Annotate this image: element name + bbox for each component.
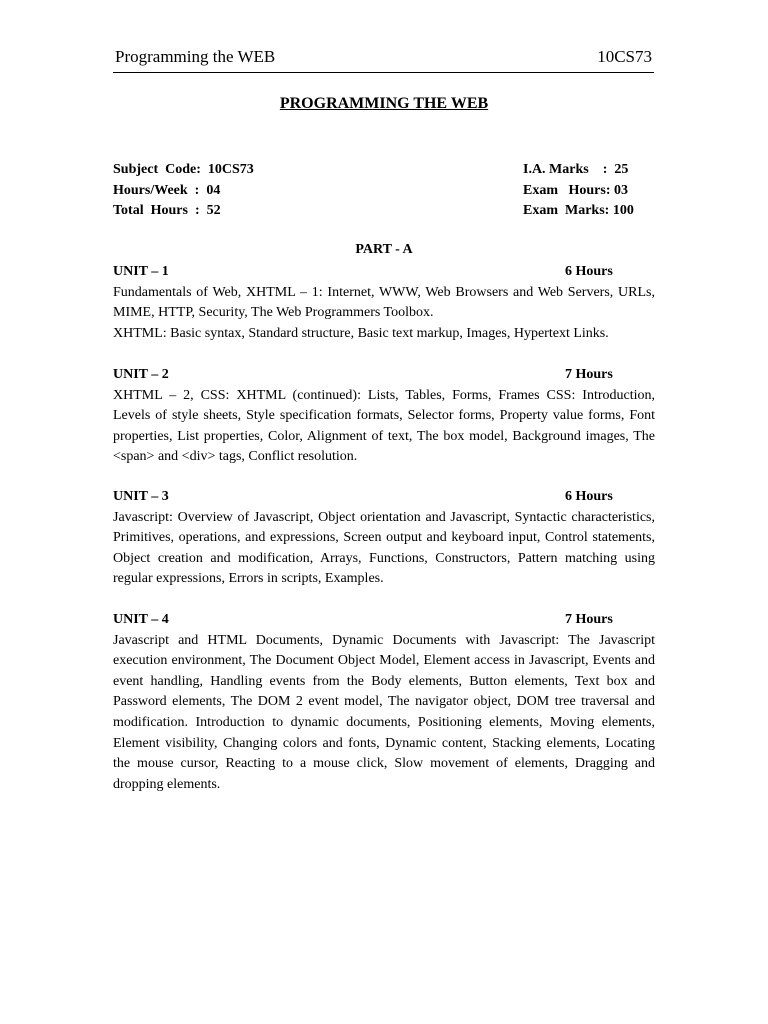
unit-2 <box>113 365 655 468</box>
unit-hours: 6 Hours <box>565 264 613 279</box>
subject-code: Subject Code: 10CS73 <box>113 162 254 177</box>
unit-hours: 7 Hours <box>565 612 613 627</box>
part-heading: PART - A <box>355 242 413 257</box>
page-title <box>0 95 768 113</box>
unit-3 <box>113 487 655 590</box>
page-header <box>113 44 654 73</box>
unit-content <box>113 631 655 796</box>
unit-paragraph: Javascript and HTML Documents, Dynamic Documents with Javascript: The Javascript execution environment, The Document Object Model, Element access in Javascript, Events and event handling, Handling events from the Body elements, Button elements, Text box and Password elements, The DOM 2 event model, The navigator object, DOM tree traversal and modification. Introduction to dynamic documents, Positioning elements, Moving elements, Element visibility, Changing colors and fonts, Dynamic content, Stacking elements, Locating the mouse cursor, Reacting to a mouse click, Slow movement of elements, Dragging and dropping elements. <box>113 632 655 792</box>
page-title-text: PROGRAMMING THE WEB <box>279 95 489 112</box>
unit-title: UNIT – 2 <box>113 367 169 382</box>
hours-per-week: Hours/Week : 04 <box>113 182 221 198</box>
unit-1 <box>113 262 655 344</box>
unit-content <box>113 386 655 468</box>
unit-heading <box>113 262 655 283</box>
unit-content <box>113 283 655 345</box>
unit-title: UNIT – 1 <box>113 264 169 279</box>
unit-paragraph: Javascript: Overview of Javascript, Object orientation and Javascript, Syntactic characteristics, Primitives, operations, and expressions, Screen output and keyboard input, Control statements, Object creation and modification, Arrays, Functions, Constructors, Pattern matching using regular expressions, Errors in scripts, Examples. <box>113 509 655 587</box>
header-course-name: Programming the WEB <box>115 47 276 66</box>
unit-title: UNIT – 4 <box>113 612 169 627</box>
unit-paragraph: XHTML: Basic syntax, Standard structure, Basic text markup, Images, Hypertext Links. <box>113 325 609 341</box>
unit-paragraph: XHTML – 2, CSS: XHTML (continued): Lists, Tables, Forms, Frames CSS: Introduction, Levels of style sheets, Style specification formats, Selector forms, Property value forms, Font properties, List properties, Color, Alignment of text, The box model, Background images, The <span> and <div> tags, Conflict resolution. <box>113 387 655 465</box>
total-hours: Total Hours : 52 <box>113 203 221 218</box>
marks-info <box>523 160 634 222</box>
unit-hours: 7 Hours <box>565 367 613 382</box>
unit-paragraph: Fundamentals of Web, XHTML – 1: Internet, WWW, Web Browsers and Web Servers, URLs, MIME, HTTP, Security, The Web Programmers Toolbox. <box>113 284 655 321</box>
exam-marks: Exam Marks: 100 <box>523 203 634 218</box>
ia-marks: I.A. Marks : 25 <box>523 162 629 177</box>
unit-heading <box>113 487 655 508</box>
exam-hours: Exam Hours: 03 <box>523 182 628 198</box>
subject-info <box>113 160 254 222</box>
unit-hours: 6 Hours <box>565 489 613 504</box>
unit-content <box>113 508 655 590</box>
unit-heading <box>113 610 655 631</box>
unit-heading <box>113 365 655 386</box>
unit-title: UNIT – 3 <box>113 489 169 504</box>
header-course-code: 10CS73 <box>597 47 652 66</box>
unit-4 <box>113 610 655 795</box>
